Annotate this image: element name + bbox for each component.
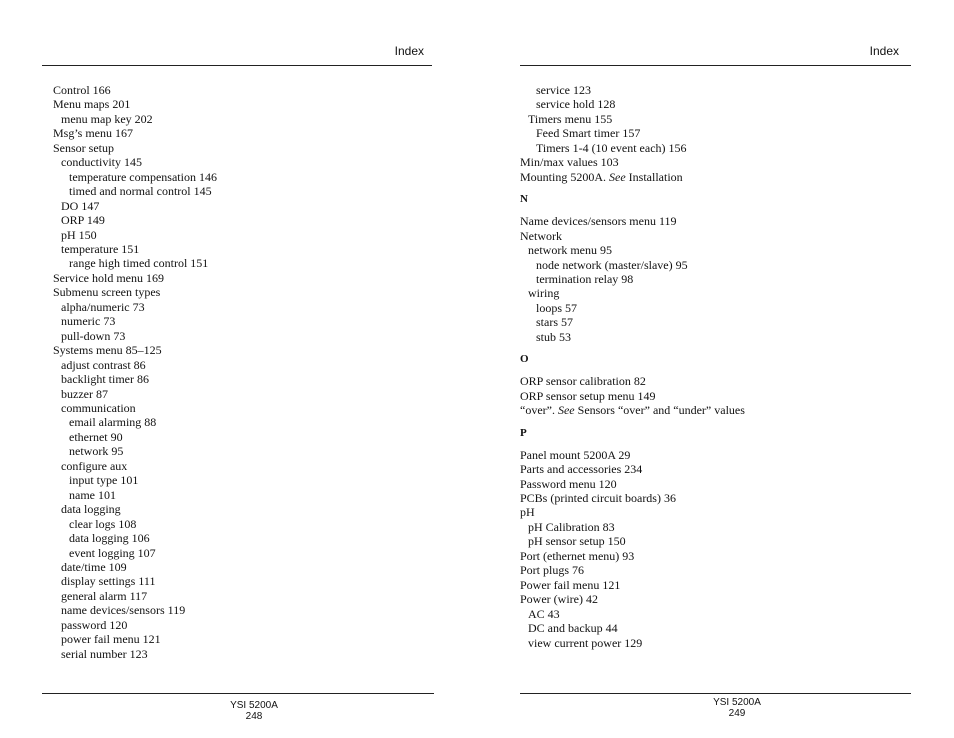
index-entry: configure aux [61, 458, 128, 473]
footer-model: YSI 5200A [713, 697, 761, 708]
index-entry: data logging [61, 502, 121, 517]
index-entry: serial number 123 [61, 646, 148, 661]
index-entry: ORP sensor calibration 82 [520, 374, 646, 389]
index-entry: Timers 1-4 (10 event each) 156 [536, 140, 687, 155]
index-entry: alpha/numeric 73 [61, 299, 145, 314]
page-footer [697, 697, 777, 719]
index-entry: password 120 [61, 617, 128, 632]
index-entry: event logging 107 [69, 545, 156, 560]
footer-rule [520, 693, 911, 694]
index-entry: temperature 151 [61, 241, 140, 256]
running-header: Index [394, 44, 424, 58]
footer-rule [42, 693, 434, 694]
index-entry: Port (ethernet menu) 93 [520, 548, 635, 563]
index-entry: Parts and accessories 234 [520, 462, 643, 477]
index-entry: Power (wire) 42 [520, 592, 598, 607]
index-entry: PCBs (printed circuit boards) 36 [520, 490, 676, 505]
index-entry: Submenu screen types [53, 285, 161, 300]
index-entry: loops 57 [536, 300, 578, 315]
index-entry: adjust contrast 86 [61, 357, 146, 372]
index-entry: Network [520, 228, 562, 243]
index-entry: ORP 149 [61, 213, 105, 228]
index-letter-heading: P [520, 426, 527, 439]
index-entry: conductivity 145 [61, 155, 142, 170]
footer-model: YSI 5200A [230, 700, 278, 711]
index-entry: Control 166 [53, 83, 111, 97]
index-entry: stub 53 [536, 329, 572, 344]
index-list [53, 83, 217, 661]
index-entry: AC 43 [528, 606, 560, 621]
index-entry: service 123 [536, 83, 591, 97]
index-entry: Panel mount 5200A 29 [520, 447, 631, 462]
index-entry: ORP sensor setup menu 149 [520, 388, 656, 403]
index-entry: DO 147 [61, 198, 100, 213]
header-rule [520, 65, 911, 66]
index-entry: pH [520, 505, 535, 520]
index-entry: date/time 109 [61, 559, 127, 574]
index-entry: timed and normal control 145 [69, 184, 212, 199]
page-number: 248 [245, 711, 263, 722]
index-entry: pH sensor setup 150 [528, 534, 626, 549]
index-entry: range high timed control 151 [69, 256, 209, 271]
index-entry: name devices/sensors 119 [61, 603, 186, 618]
see-reference: See [609, 169, 626, 184]
index-entry: Feed Smart timer 157 [536, 126, 641, 141]
see-reference: See [557, 403, 575, 418]
see-target: Installation [625, 169, 683, 184]
index-entry: Systems menu 85–125 [53, 343, 162, 358]
index-entry: ethernet 90 [69, 429, 123, 444]
index-entry: numeric 73 [61, 314, 116, 329]
index-entry-text: Mounting 5200A. [520, 169, 607, 184]
index-entry: Service hold menu 169 [53, 270, 164, 285]
index-entry: Timers menu 155 [528, 111, 613, 126]
index-entry: pull-down 73 [61, 328, 126, 343]
index-entry: Name devices/sensors menu 119 [520, 214, 677, 229]
index-entry: Password menu 120 [520, 476, 617, 491]
index-entry: email alarming 88 [69, 415, 157, 430]
index-entry: communication [61, 400, 136, 415]
index-entry: pH 150 [61, 227, 97, 242]
index-list [520, 83, 745, 650]
index-letter-heading: N [520, 193, 528, 206]
header-rule [42, 65, 432, 66]
index-entry: power fail menu 121 [61, 632, 161, 647]
index-entry: general alarm 117 [61, 588, 148, 603]
index-entry: Power fail menu 121 [520, 577, 621, 592]
index-entry: DC and backup 44 [528, 621, 618, 636]
index-entry: Port plugs 76 [520, 563, 585, 578]
index-entry [520, 170, 745, 184]
index-entry: clear logs 108 [69, 516, 137, 531]
index-entry: pH Calibration 83 [528, 519, 615, 534]
index-entry: stars 57 [536, 315, 573, 330]
index-entry: backlight timer 86 [61, 372, 149, 387]
index-entry: Min/max values 103 [520, 155, 619, 170]
index-entry: network menu 95 [528, 243, 612, 258]
index-entry: input type 101 [69, 473, 139, 488]
see-target: Sensors “over” and “under” values [574, 403, 745, 418]
index-entry: display settings 111 [61, 574, 156, 589]
index-entry-text: “over”. [520, 403, 555, 418]
index-entry: Msg’s menu 167 [53, 126, 134, 141]
index-entry: network 95 [69, 444, 124, 459]
index-entry [520, 403, 745, 417]
index-entry: termination relay 98 [536, 271, 634, 286]
right-page [477, 0, 954, 738]
index-entry: Menu maps 201 [53, 97, 131, 112]
index-entry: buzzer 87 [61, 386, 108, 401]
index-entry: view current power 129 [528, 635, 643, 650]
index-entry: service hold 128 [536, 97, 616, 112]
index-entry: wiring [528, 286, 560, 301]
running-header: Index [869, 44, 899, 58]
index-entry: temperature compensation 146 [69, 169, 217, 184]
index-entry: node network (master/slave) 95 [536, 257, 688, 272]
page-number: 249 [728, 708, 746, 719]
index-letter-heading: O [520, 353, 529, 366]
page-footer [214, 700, 294, 722]
index-entry: name 101 [69, 487, 116, 502]
index-entry: data logging 106 [69, 531, 150, 546]
index-entry: menu map key 202 [61, 111, 153, 126]
index-entry: Sensor setup [53, 140, 114, 155]
